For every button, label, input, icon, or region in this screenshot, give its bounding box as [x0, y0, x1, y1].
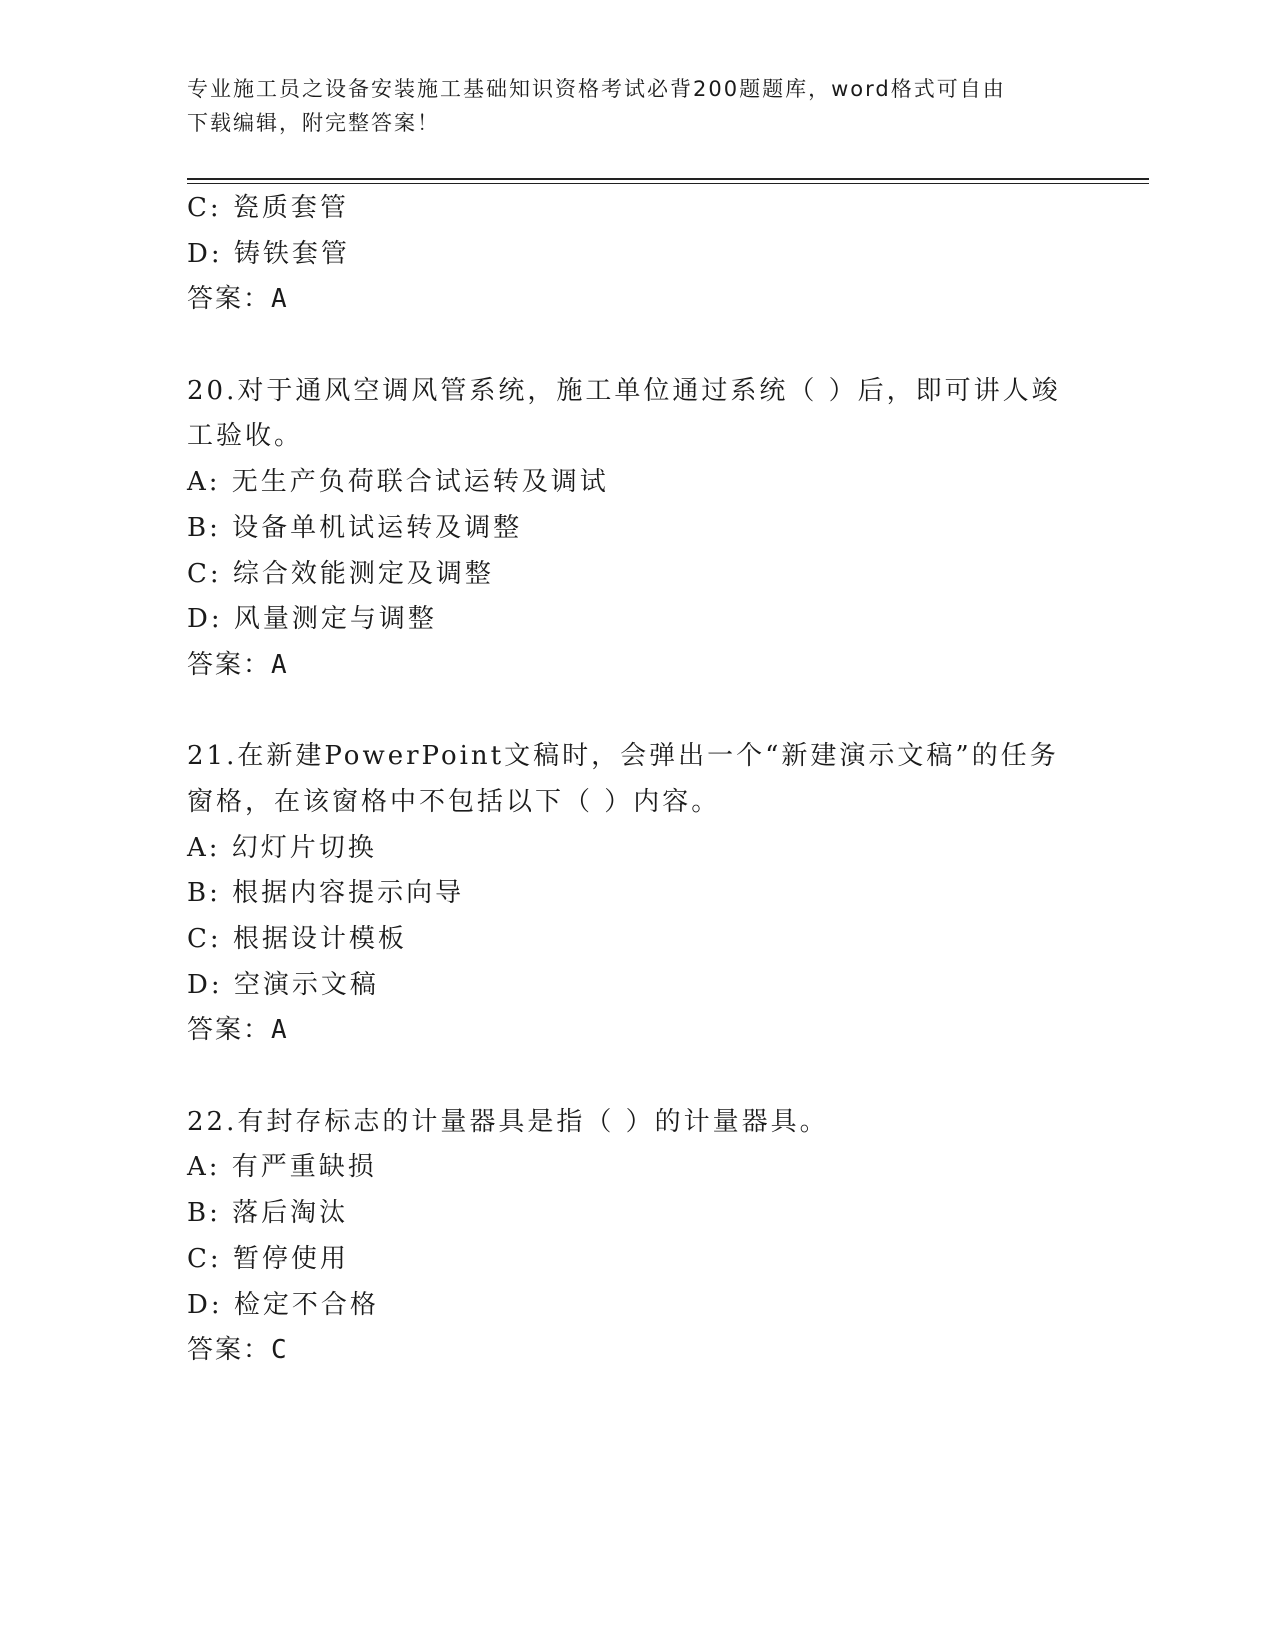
- answer-value: A: [271, 1015, 289, 1046]
- option-d: D: 空演示文稿: [187, 969, 379, 1000]
- question-stem-line: 21.在新建PowerPoint文稿时，会弹出一个“新建演示文稿”的任务: [187, 741, 1059, 772]
- answer-line: [187, 643, 1087, 689]
- answer-value: C: [271, 1335, 289, 1366]
- answer-line: [187, 1008, 1087, 1054]
- question-stem-line: 工验收。: [187, 421, 304, 452]
- answer-label: 答案：: [187, 1335, 272, 1366]
- spacer: [187, 1054, 1087, 1100]
- answer-value: A: [271, 284, 289, 315]
- header-divider-thick: [187, 178, 1149, 180]
- spacer: [187, 323, 1087, 369]
- answer-label: 答案：: [187, 1015, 272, 1046]
- option-d: D: 铸铁套管: [187, 238, 350, 269]
- option-a: A: 无生产负荷联合试运转及调试: [187, 467, 609, 498]
- document-header: [187, 72, 1087, 140]
- option-c: C: 暂停使用: [187, 1243, 349, 1274]
- question-content: [187, 186, 1087, 1374]
- answer-line: [187, 277, 1087, 323]
- question-stem-line: 20.对于通风空调风管系统，施工单位通过系统（ ）后，即可讲人竣: [187, 375, 1061, 406]
- option-b: B: 根据内容提示向导: [187, 878, 465, 909]
- option-d: D: 风量测定与调整: [187, 604, 437, 635]
- option-a: A: 有严重缺损: [187, 1152, 377, 1183]
- answer-value: A: [271, 649, 289, 680]
- question-20: [187, 369, 1087, 689]
- header-divider-thin: [187, 183, 1149, 184]
- option-b: B: 设备单机试运转及调整: [187, 512, 523, 543]
- option-a: A: 幻灯片切换: [187, 832, 377, 863]
- question-22: [187, 1100, 1087, 1374]
- header-line-1: 专业施工员之设备安装施工基础知识资格考试必背200题题库，word格式可自由: [187, 77, 1006, 101]
- option-c: C: 瓷质套管: [187, 193, 349, 223]
- spacer: [187, 689, 1087, 735]
- option-b: B: 落后淘汰: [187, 1198, 349, 1229]
- answer-label: 答案：: [187, 649, 272, 680]
- answer-label: 答案：: [187, 284, 272, 315]
- option-c: C: 根据设计模板: [187, 924, 407, 954]
- answer-line: [187, 1328, 1087, 1374]
- question-21: [187, 734, 1087, 1054]
- header-line-2: 下载编辑，附完整答案！: [187, 111, 440, 135]
- question-stem-line: 22.有封存标志的计量器具是指（ ）的计量器具。: [187, 1106, 829, 1137]
- option-d: D: 检定不合格: [187, 1289, 379, 1320]
- option-c: C: 综合效能测定及调整: [187, 558, 494, 589]
- question-19-tail: [187, 186, 1087, 323]
- question-stem-line: 窗格，在该窗格中不包括以下（ ）内容。: [187, 786, 721, 817]
